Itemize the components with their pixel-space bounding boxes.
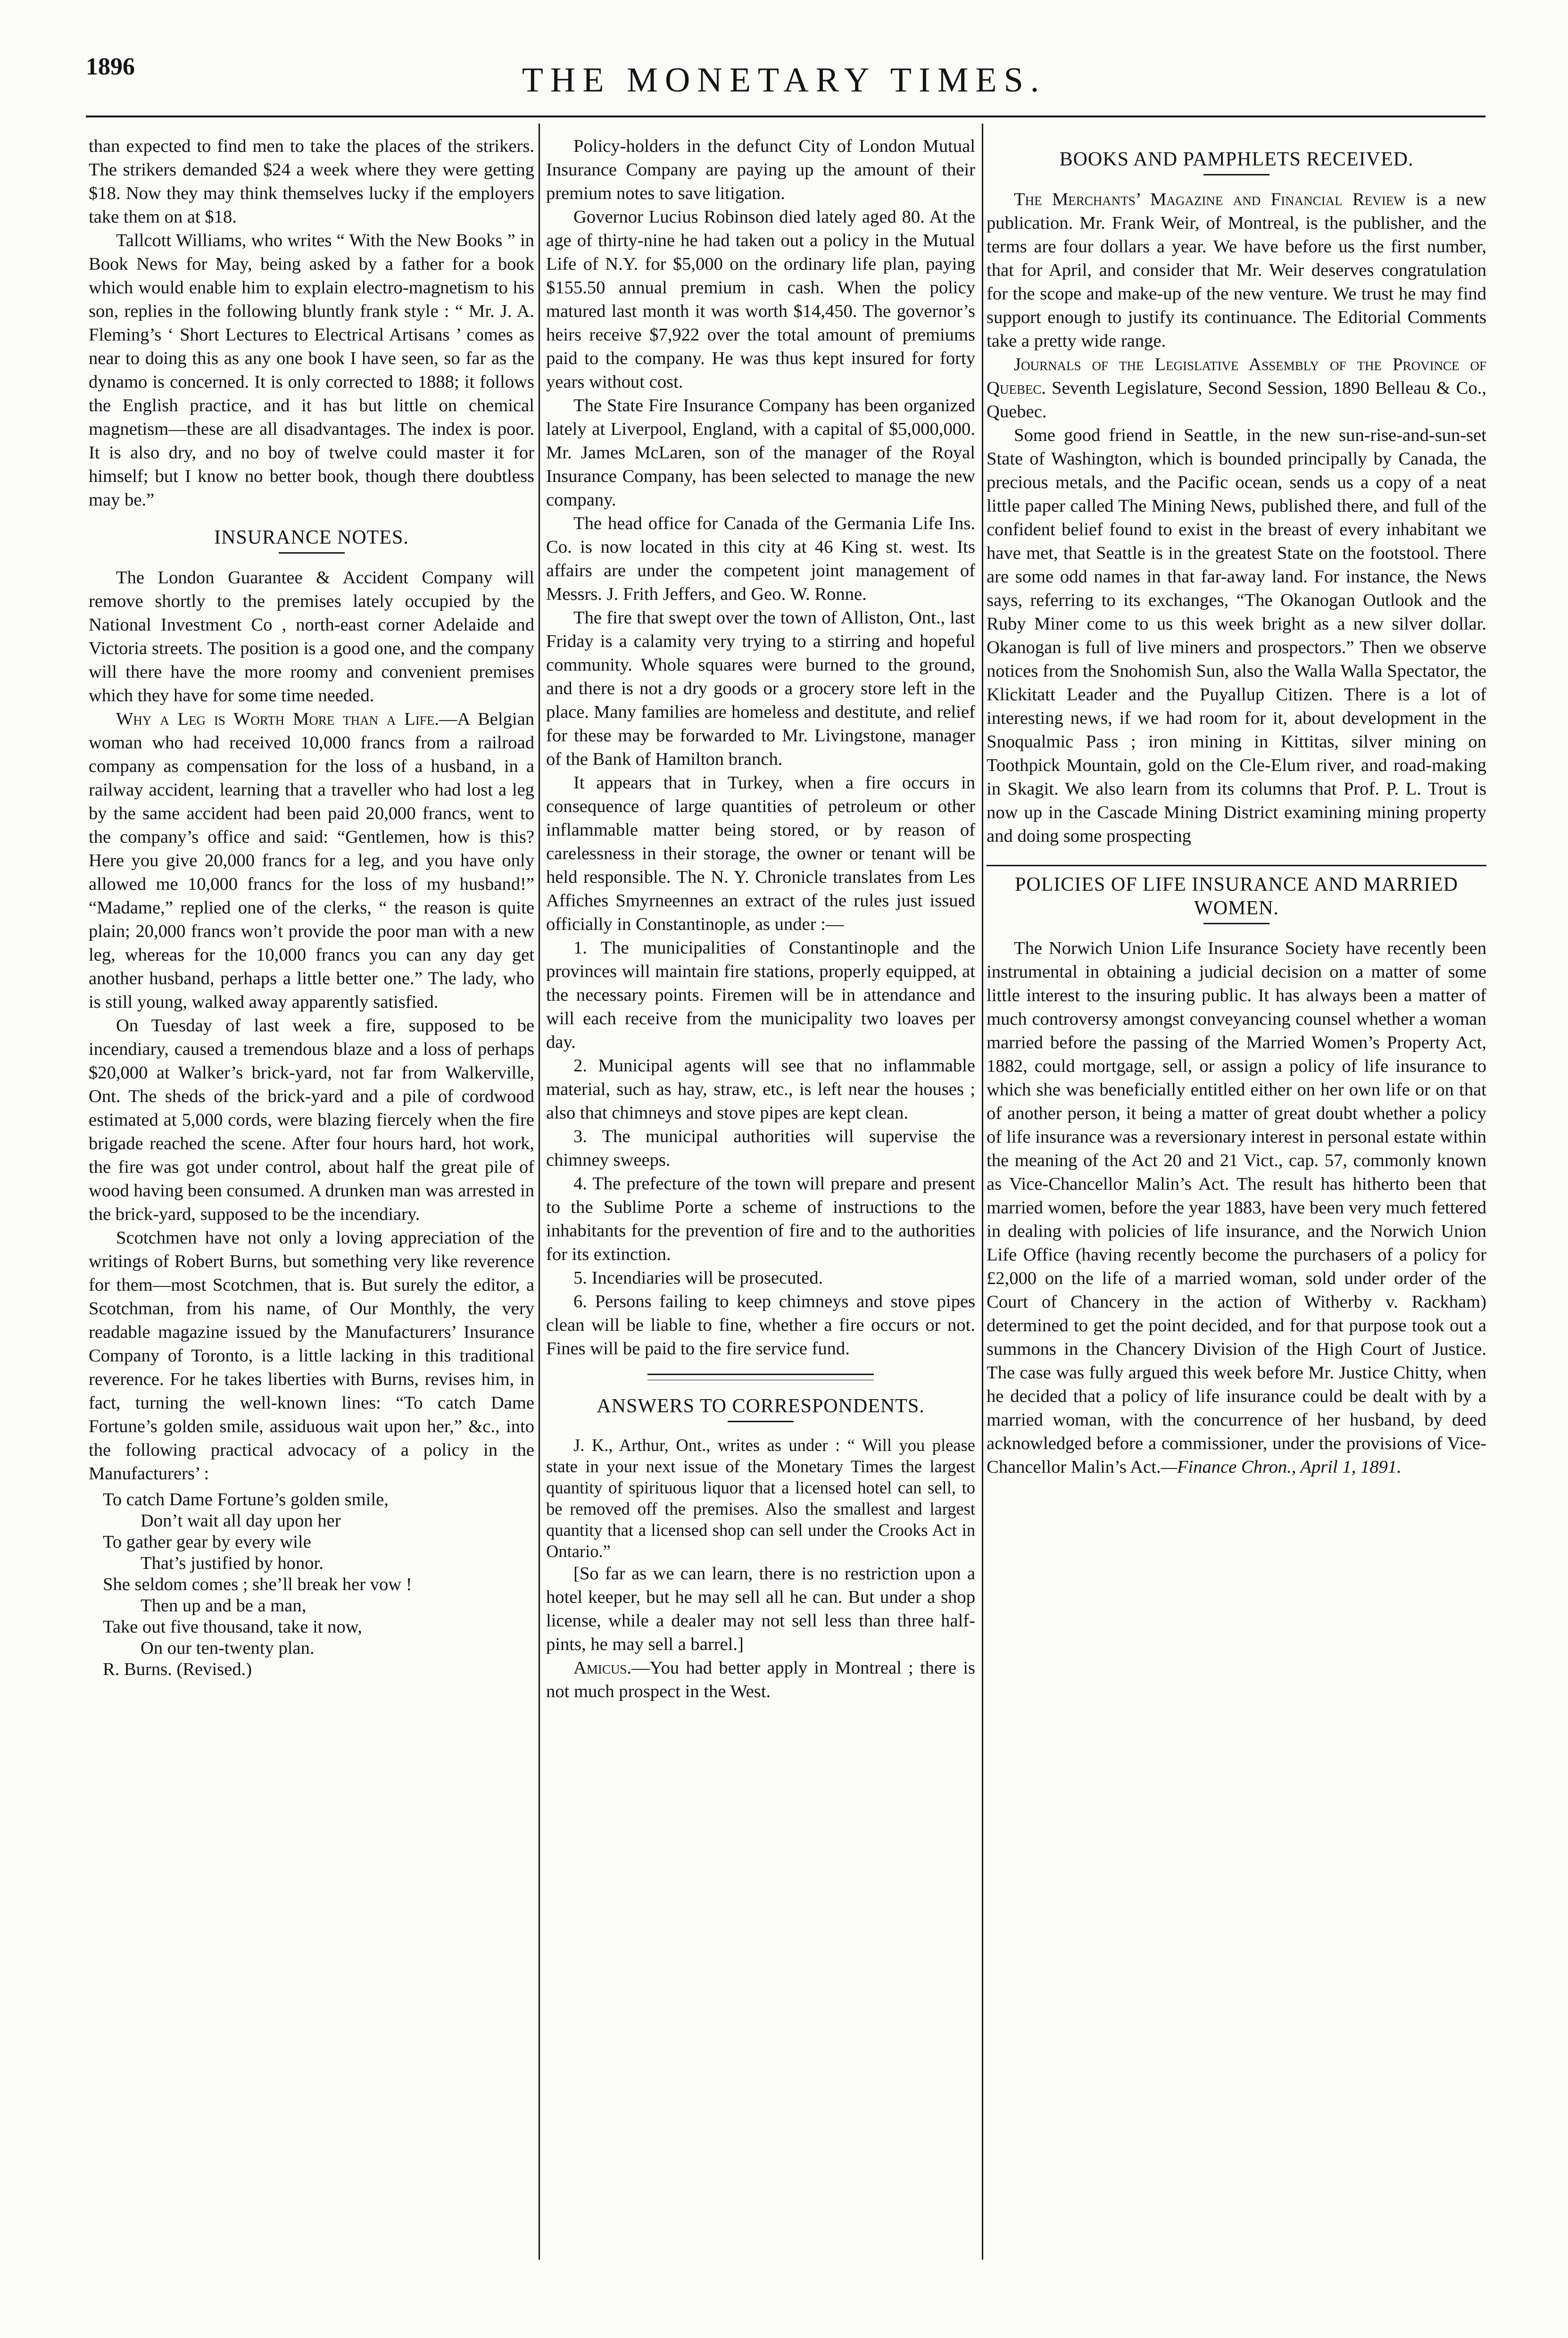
col1-paragraph: Tallcott Williams, who writes “ With the New Books ” in Book News for May, being asked by a father for a book which would enable him to explain electro-magnetism to his son, replies in the following bluntly frank style : “ Mr. J. A. Fleming’s ‘ Short Lectures to Electrical Artisans ’ comes as near to doing this as any one book I have seen, so far as the dynamo is concerned. It is only corrected to 1888; it follows the English practice, and it has but little on chemical magnetism—these are all disadvantages. The index is poor. It is also dry, and no boy of twelve could master it for himself; but I know no better book, though there doubtless may be.” <box>89 231 534 510</box>
col1-paragraph: The London Guarantee & Accident Company will remove shortly to the premises lately occupied by the National Investment Co , north-east corner Adelaide and Victoria streets. The position is a good one, and the company will there have the more roomy and convenient premises which they have for some time needed. <box>89 568 534 705</box>
page-number: 1896 <box>86 53 135 80</box>
col1-paragraph: than expected to find men to take the places of the strikers. The strikers demanded $24 a week where they were getting $18. Now they may think themselves lucky if the employers take them on at $18. <box>89 136 534 227</box>
column-1 <box>89 134 534 2275</box>
correspondent-reply: Amicus.—You had better apply in Montreal ; there is not much prospect in the West. <box>546 1658 975 1701</box>
column-divider-1 <box>539 124 540 2260</box>
col2-paragraph: The State Fire Insurance Company has been organized lately at Liverpool, England, with a capital of $5,000,000. Mr. James McLaren, son of the manager of the Royal Insurance Company, has been selected to manage the new company. <box>546 396 975 510</box>
heading-rule <box>1203 174 1269 175</box>
verse-line: She seldom comes ; she’ll break her vow ! <box>103 1575 412 1594</box>
col2-paragraph: Policy-holders in the defunct City of London Mutual Insurance Company are paying up the amount of their premium notes to save litigation. <box>546 136 975 203</box>
column-divider-2 <box>982 124 983 2260</box>
source-citation: —Finance Chron., April 1, 1891. <box>1161 1457 1402 1477</box>
section-ornament-rule <box>647 1374 874 1380</box>
col2-paragraph: Governor Lucius Robinson died lately aged 80. At the age of thirty-nine he had taken out a policy in the Mutual Life of N.Y. for $5,000 on the ordinary life plan, paying $155.50 annual premium in cash. When the policy matured last month it was worth $14,450. The governor’s heirs receive $7,922 over the total amount of premiums paid to the company. He was thus kept insured for forty years without cost. <box>546 207 975 392</box>
verse-line: On our ten-twenty plan. <box>141 1638 315 1658</box>
run-in-title: Why a Leg is Worth More than a Life. <box>116 709 439 729</box>
col2-paragraph: It appears that in Turkey, when a fire occurs in consequence of large quantities of petroleum or other inflammable matter being stored, or by reason of carelessness in their storage, the owner or tenant will be held responsible. The N. Y. Chronicle translates from Les Affiches Smyrneennes an extract of the rules just issued officially in Constantinople, as under :— <box>546 773 975 934</box>
col3-paragraph: Journals of the Legislative Assembly of the Province of Quebec. Seventh Legislature, Second Session, 1890 Belleau & Co., Quebec. <box>987 355 1486 422</box>
rule-item: 2. Municipal agents will see that no inflammable material, such as hay, straw, etc., is left near the houses ; also that chimneys and stove pipes are kept clean. <box>546 1056 975 1123</box>
verse <box>103 1489 534 1680</box>
col1-paragraph: Scotchmen have not only a loving appreciation of the writings of Robert Burns, but something very like reverence for them—most Scotchmen, that is. But surely the editor, a Scotchman, from his name, of Our Monthly, the very readable magazine issued by the Manufacturers’ Insurance Company of Toronto, is a little lacking in this traditional reverence. For he takes liberties with Burns, revises him, in fact, turning the well-known lines: “To catch Dame Fortune’s golden smile, assiduous wait upon her,” &c., into the following practical advocacy of a policy in the Manufacturers’ : <box>89 1228 534 1484</box>
heading-rule <box>1203 923 1269 924</box>
section-heading-answers: ANSWERS TO CORRESPONDENTS. <box>597 1395 925 1417</box>
rule-item: 3. The municipal authorities will supervise the chimney sweeps. <box>546 1127 975 1170</box>
verse-line: Don’t wait all day upon her <box>141 1511 341 1531</box>
col1-paragraph: On Tuesday of last week a fire, supposed to be incendiary, caused a tremendous blaze and a loss of perhaps $20,000 at Walker’s brick-yard, not far from Walkerville, Ont. The sheds of the brick-yard and a pile of cordwood estimated at 5,000 cords, were blazing fiercely when the fire brigade reached the scene. After four hours hard, hot work, the fire was got under control, about half the great pile of wood having been consumed. A drunken man was arrested in the brick-yard, supposed to be the incendiary. <box>89 1016 534 1224</box>
column-2 <box>546 134 975 2275</box>
rule-item: 4. The prefecture of the town will prepare and present to the Sublime Porte a scheme of instructions to the inhabitants for the prevention of fire and to the authorities for its extinction. <box>546 1174 975 1264</box>
section-rule <box>987 865 1486 866</box>
verse-line: To catch Dame Fortune’s golden smile, <box>103 1490 389 1509</box>
verse-line: That’s justified by honor. <box>141 1553 324 1573</box>
rule-item: 1. The municipalities of Constantinople and the provinces will maintain fire stations, properly equipped, at the necessary points. Firemen will be in attendance and will each receive from the municipality two loaves per day. <box>546 938 975 1052</box>
journal-title: THE MONETARY TIMES. <box>522 61 1046 99</box>
col3-paragraph: The Norwich Union Life Insurance Society have recently been instrumental in obtaining a judicial decision on a matter of some little interest to the insuring public. It has always been a matter of much controversy amongst conveyancing counsel whether a woman married before the passing of the Married Women’s Property Act, 1882, could mortgage, sell, or assign a policy of life insurance to which she was beneficially entitled either on her own life or on that of another person, it being a matter of great doubt whether a policy of life insurance was a reversionary interest in personal estate within the meaning of the Act 20 and 21 Vict., cap. 57, commonly known as Vice-Chancellor Malin’s Act. The result has hitherto been that married women, before the year 1883, have been very much fettered in dealing with policies of life insurance, and the Norwich Union Life Office (having recently become the purchasers of a policy for £2,000 on the life of a married woman, sold under order of the Court of Chancery in the action of Witherby v. Rackham) determined to get the point decided, and for that purpose took out a summons in the Chancery Division of the High Court of Justice. The case was fully argued this week before Mr. Justice Chitty, when he decided that a policy of life insurance could be dealt with by a married woman, with the concurrence of her husband, by deed acknowledged before a commissioner, under the provisions of Vice-Chancellor Malin’s Act.—Finance Chron., April 1, 1891. <box>987 938 1486 1477</box>
correspondent-question: J. K., Arthur, Ont., writes as under : “ Will you please state in your next issue of the Monetary Times the largest quantity of spirituous liquor that a licensed hotel can sell, to be removed off the premises. Also the smallest and largest quantity that a licensed shop can sell under the Crooks Act in Ontario.” <box>546 1435 975 1561</box>
section-heading-insurance-notes: INSURANCE NOTES. <box>214 527 409 548</box>
col3-paragraph: The Merchants’ Magazine and Financial Review is a new publication. Mr. Frank Weir, of Montreal, is the publisher, and the terms are four dollars a year. We have before us the first number, that for April, and consider that Mr. Weir deserves congratulation for the scope and make-up of the new venture. We trust he may find support enough to justify its continuance. The Editorial Comments take a pretty wide range. <box>987 190 1486 351</box>
heading-rule <box>728 1421 794 1422</box>
col1-paragraph: Why a Leg is Worth More than a Life.—A Belgian woman who had received 10,000 francs from a railroad company as compensation for the loss of a husband, in a railway accident, learning that a traveller who had lost a leg by the same accident had been paid 20,000 francs, went to the company’s office and said: “Gentlemen, how is this? Here you give 20,000 francs for a leg, and you have only allowed me 10,000 francs for the loss of my husband!” “Madame,” replied one of the clerks, “ the reason is quite plain; 20,000 francs won’t provide the poor man with a new leg, whereas for the 10,000 francs you can any day get another husband, perhaps a little better one.” The lady, who is still young, walked away apparently satisfied. <box>89 709 534 1012</box>
rule-item: 5. Incendiaries will be prosecuted. <box>573 1268 823 1288</box>
rule-item: 6. Persons failing to keep chimneys and stove pipes clean will be liable to fine, whether a fire occurs or not. Fines will be paid to the fire service fund. <box>546 1292 975 1359</box>
section-heading-policies: POLICIES OF LIFE INSURANCE AND MARRIED WOMEN. <box>1015 874 1458 919</box>
col2-paragraph: The fire that swept over the town of Alliston, Ont., last Friday is a calamity very trying to a stirring and hopeful community. Whole squares were burned to the ground, and there is not a dry goods or a grocery store left in the place. Many families are homeless and destitute, and relief for these may be forwarded to Mr. Livingstone, manager of the Bank of Hamilton branch. <box>546 608 975 769</box>
verse-line: To gather gear by every wile <box>103 1532 311 1552</box>
verse-signature: R. Burns. (Revised.) <box>103 1659 252 1679</box>
header-rule <box>86 116 1485 117</box>
verse-line: Then up and be a man, <box>141 1596 307 1616</box>
heading-rule <box>279 552 345 554</box>
verse-line: Take out five thousand, take it now, <box>103 1617 362 1637</box>
masthead <box>0 0 1568 123</box>
section-heading-books: BOOKS AND PAMPHLETS RECEIVED. <box>1059 149 1414 170</box>
column-3 <box>987 134 1486 2275</box>
editor-answer: [So far as we can learn, there is no restriction upon a hotel keeper, but he may sell all he can. But under a shop license, while a dealer may not sell less than three half-pints, he may sell a barrel.] <box>546 1564 975 1654</box>
col3-paragraph: Some good friend in Seattle, in the new sun-rise-and-sun-set State of Washington, which is bounded principally by Canada, the precious metals, and the Pacific ocean, sends us a copy of a neat little paper called The Mining News, published there, and full of the confident belief found to exist in the breast of every inhabitant we have met, that Seattle is in the greatest State on the footstool. There are some odd names in that far-away land. For instance, the News says, referring to its exchanges, “The Okanogan Outlook and the Ruby Miner come to us this week bright as a new silver dollar. Okanogan is full of live miners and prospectors.” Then we observe notices from the Snohomish Sun, also the Walla Walla Spectator, the Klickitatt Leader and the Puyallup Citizen. There is a lot of interesting news, if we had room for it, about development in the Snoqualmic Pass ; iron mining in Kittitas, silver mining on Toothpick Mountain, gold on the Cle-Elum river, and road-making in Skagit. We also learn from its columns that Prof. P. L. Trout is now up in the Cascade Mining District examining mining property and doing some prospecting <box>987 425 1486 846</box>
col2-paragraph: The head office for Canada of the Germania Life Ins. Co. is now located in this city at 46 King st. west. Its affairs are under the competent joint management of Messrs. J. Frith Jeffers, and Geo. W. Ronne. <box>546 514 975 604</box>
